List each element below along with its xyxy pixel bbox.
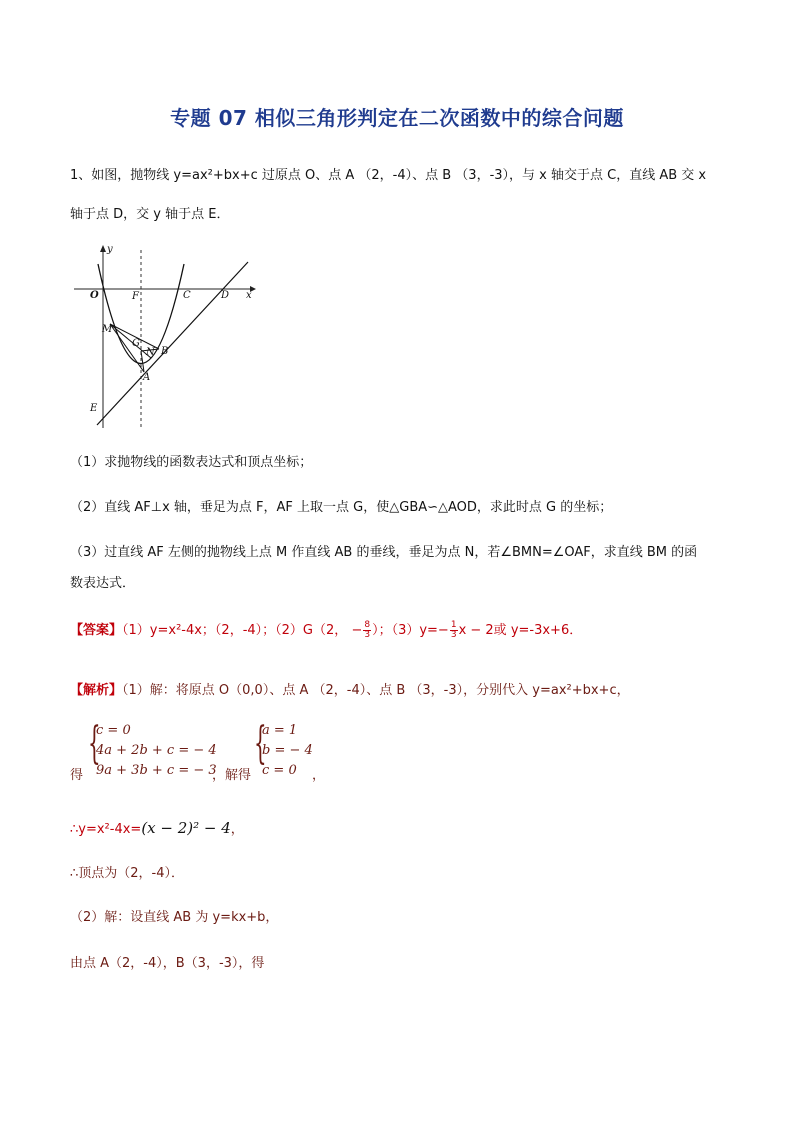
question-1: （1）求抛物线的函数表达式和顶点坐标； [70,455,313,470]
label-g: G [132,338,140,349]
system-1-eq-2: 4a + 2b + c = − 4 [96,743,217,758]
answer-part-2: ）；（3）y=− [372,623,449,638]
answer-fraction-g-num: 8 [364,620,371,630]
label-a: A [143,372,151,383]
answer-fraction-slope [450,621,458,640]
system-1-eq-3: 9a + 3b + c = − 3 [96,763,217,778]
label-e: E [90,403,98,414]
system-1-brace: { [88,718,101,769]
label-x: x [246,290,252,301]
page-title: 专题 07 相似三角形判定在二次函数中的综合问题 [170,106,624,130]
answer-fraction-slope-den: 3 [450,630,457,640]
problem-line-1: 1、如图，抛物线 y=ax²+bx+c 过原点 O、点 A （2，-4）、点 B （3，-3），与 x 轴交于点 C，直线 AB 交 x [70,168,707,183]
y-axis-arrow [100,245,106,252]
question-2: （2）直线 AF⊥x 轴，垂足为点 F，AF 上取一点 G，使△GBA∽△AOD，求此时点 G 的坐标； [70,500,613,515]
analysis-comma: ， [312,768,326,783]
label-m: M [102,324,113,335]
analysis-jiede: ，解得 [212,768,252,783]
analysis-text-1: （1）解：将原点 O（0,0）、点 A （2，-4）、点 B （3，-3），分别代入 y=ax²+bx+c， [122,683,630,698]
analysis-tag: 【解析】 [70,683,123,698]
vertex-form-prefix: ∴y=x²-4x= [70,822,142,837]
answer-fraction-g [363,621,371,640]
line-ab [97,262,248,425]
answer-part-1: （1）y=x²-4x；（2，-4）；（2）G（2， [122,623,348,638]
analysis-de: 得 [70,768,84,783]
system-2-eq-3: c = 0 [262,763,297,778]
system-2-eq-2: b = − 4 [262,743,313,758]
label-b: B [161,346,169,357]
system-1-eq-1: c = 0 [96,723,131,738]
analysis-part-2-line-1: （2）解：设直线 AB 为 y=kx+b， [70,910,279,925]
system-2-eq-1: a = 1 [262,723,298,738]
answer-tag: 【答案】 [70,623,123,638]
label-c: C [183,290,191,301]
question-3-line-2: 数表达式． [70,576,136,591]
system-2-brace: { [254,718,267,769]
analysis-vertex-form [70,818,244,837]
answer-part-3: x − 2或 y=-3x+6． [458,623,583,638]
answer-neg-sign: − [351,623,363,638]
label-d: D [221,290,230,301]
label-n: N [146,347,155,358]
vertex-form-math: (x − 2)² − 4 [141,819,231,837]
vertex-form-suffix: ， [230,822,244,837]
figure-axes [74,245,256,428]
answer-fraction-slope-num: 1 [450,620,457,630]
question-3-line-1: （3）过直线 AF 左侧的抛物线上点 M 作直线 AB 的垂线，垂足为点 N，若∠BMN=∠OAF，求直线 BM 的函 [70,545,698,560]
answer-line [70,619,582,640]
label-y: y [107,244,113,255]
answer-fraction-g-den: 3 [364,630,371,640]
problem-line-2: 轴于点 D，交 y 轴于点 E． [70,207,230,222]
label-o: O [90,290,99,301]
analysis-line-1 [70,679,630,698]
analysis-part-2-line-2: 由点 A（2，-4），B（3，-3），得 [70,956,265,971]
parabola-figure [70,240,260,430]
label-f: F [132,291,139,302]
analysis-vertex: ∴顶点为（2，-4）． [70,866,185,881]
